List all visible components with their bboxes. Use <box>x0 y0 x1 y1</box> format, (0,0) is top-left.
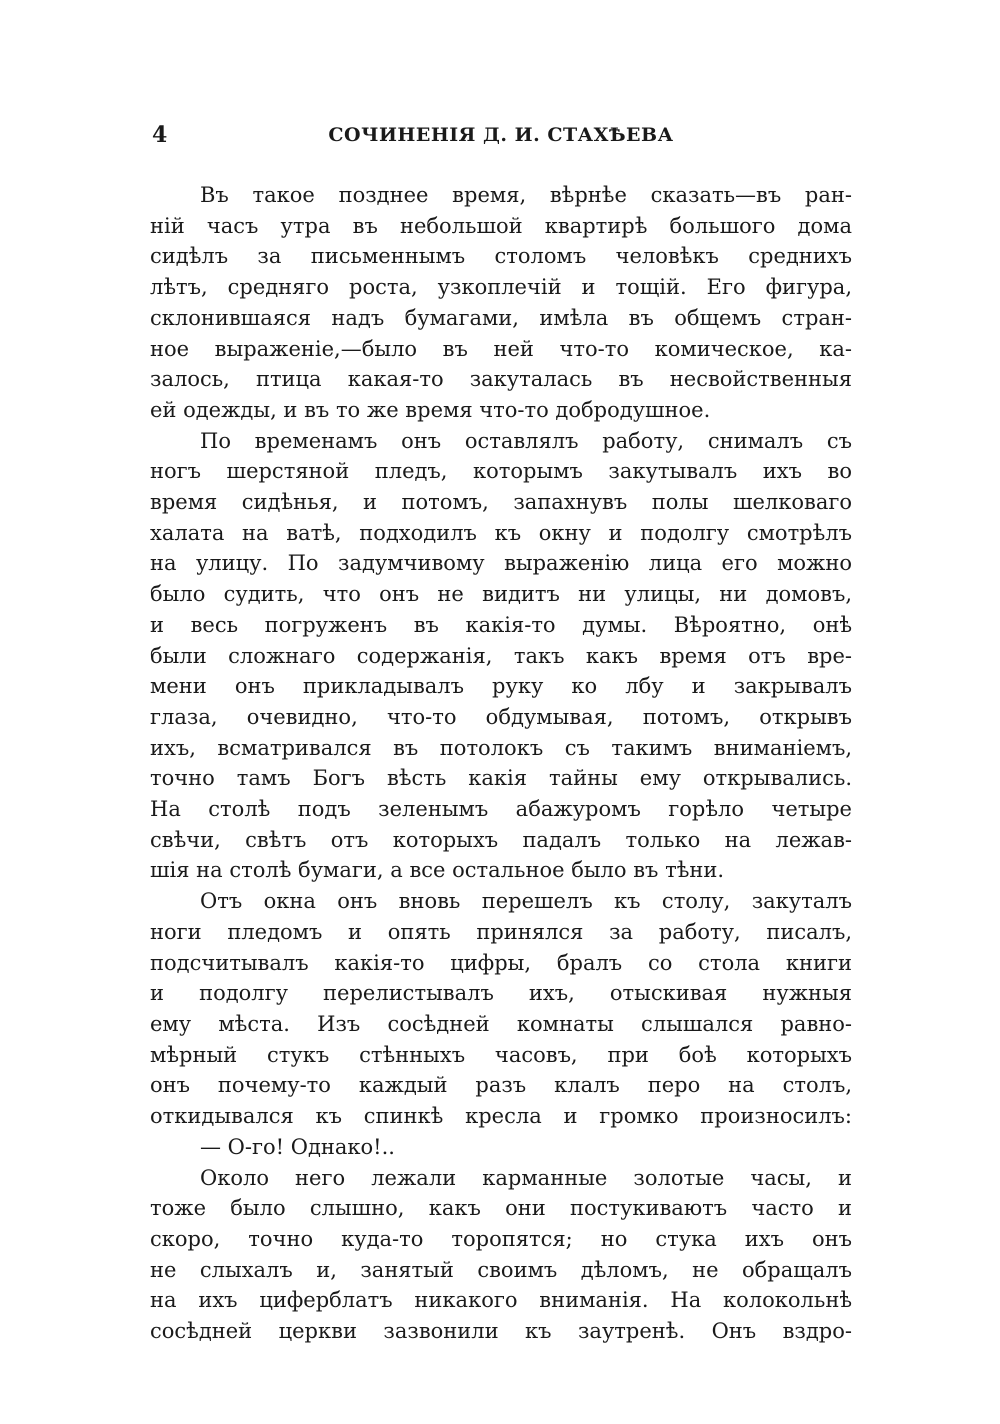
text-line: склонившаяся надъ бумагами, имѣла въ общемъ стран- <box>150 305 852 330</box>
text-line: ей одежды, и въ то же время что-то добродушное. <box>150 397 711 422</box>
text-line: скоро, точно куда-то торопятся; но стука ихъ онъ <box>150 1226 852 1251</box>
text-line: сидѣлъ за письменнымъ столомъ человѣкъ среднихъ <box>150 244 852 269</box>
text-line: шія на столѣ бумаги, а все остальное было въ тѣни. <box>150 858 725 883</box>
text-line: было судить, что онъ не видитъ ни улицы, ни домовъ, <box>150 582 852 607</box>
text-line: ему мѣста. Изъ сосѣдней комнаты слышался равно- <box>150 1011 852 1036</box>
book-page <box>150 118 852 1347</box>
text-line: залось, птица какая-то закуталась въ несвойственныя <box>150 367 852 392</box>
text-line: сосѣдней церкви зазвонили къ заутренѣ. Онъ вздро- <box>150 1319 852 1344</box>
text-line: мени онъ прикладывалъ руку ко лбу и закрывалъ <box>150 674 852 699</box>
text-line: Отъ окна онъ вновь перешелъ къ столу, закуталъ <box>200 889 852 914</box>
text-line: ногъ шерстяной пледъ, которымъ закутывалъ ихъ во <box>150 459 852 484</box>
text-line: свѣчи, свѣтъ отъ которыхъ падалъ только на лежав- <box>150 827 852 852</box>
text-line: и подолгу перелистывалъ ихъ, отыскивая нужныя <box>150 981 852 1006</box>
running-head <box>150 118 852 158</box>
text-line: халата на ватѣ, подходилъ къ окну и подолгу смотрѣлъ <box>150 520 852 545</box>
text-line: ноги пледомъ и опять принялся за работу, писалъ, <box>150 919 852 944</box>
text-line: глаза, очевидно, что-то обдумывая, потомъ, открывъ <box>150 704 852 729</box>
text-line: ное выраженіе,—было въ ней что-то комическое, ка- <box>150 336 852 361</box>
text-line: были сложнаго содержанія, такъ какъ время отъ вре- <box>150 643 852 668</box>
text-line: ній часъ утра въ небольшой квартирѣ большого дома <box>150 213 852 238</box>
book-title-header: СОЧИНЕНІЯ Д. И. СТАХѢЕВА <box>328 124 674 146</box>
page-number: 4 <box>152 122 168 148</box>
text-line: онъ почему-то каждый разъ клалъ перо на столъ, <box>150 1073 852 1098</box>
text-line: ихъ, всматривался въ потолокъ съ такимъ вниманіемъ, <box>150 735 852 760</box>
text-line: на ихъ циферблатъ никакого вниманія. На колокольнѣ <box>150 1288 852 1313</box>
text-line: тоже было слышно, какъ они постукиваютъ часто и <box>150 1196 852 1221</box>
text-line: не слыхалъ и, занятый своимъ дѣломъ, не обращалъ <box>150 1257 852 1282</box>
text-line: мѣрный стукъ стѣнныхъ часовъ, при боѣ которыхъ <box>150 1042 852 1067</box>
text-line: точно тамъ Богъ вѣсть какія тайны ему открывались. <box>150 766 852 791</box>
text-line: По временамъ онъ оставлялъ работу, снималъ съ <box>200 428 852 453</box>
text-line: и весь погруженъ въ какія-то думы. Вѣроятно, онѣ <box>150 612 852 637</box>
text-line: на улицу. По задумчивому выраженію лица его можно <box>150 551 852 576</box>
body-text <box>150 180 852 1347</box>
text-line: Въ такое позднее время, вѣрнѣе сказать—въ ран- <box>200 183 852 207</box>
text-line: На столѣ подъ зеленымъ абажуромъ горѣло четыре <box>150 797 852 822</box>
text-line: лѣтъ, средняго роста, узкоплечій и тощій. Его фигура, <box>150 275 852 300</box>
text-line: время сидѣнья, и потомъ, запахнувъ полы шелковаго <box>150 490 852 515</box>
text-line: откидывался къ спинкѣ кресла и громко произносилъ: <box>150 1104 852 1129</box>
text-line: — О-го! Однако!.. <box>200 1134 395 1159</box>
text-line: подсчитывалъ какія-то цифры, бралъ со стола книги <box>150 950 852 975</box>
text-line: Около него лежали карманные золотые часы, и <box>200 1165 852 1190</box>
